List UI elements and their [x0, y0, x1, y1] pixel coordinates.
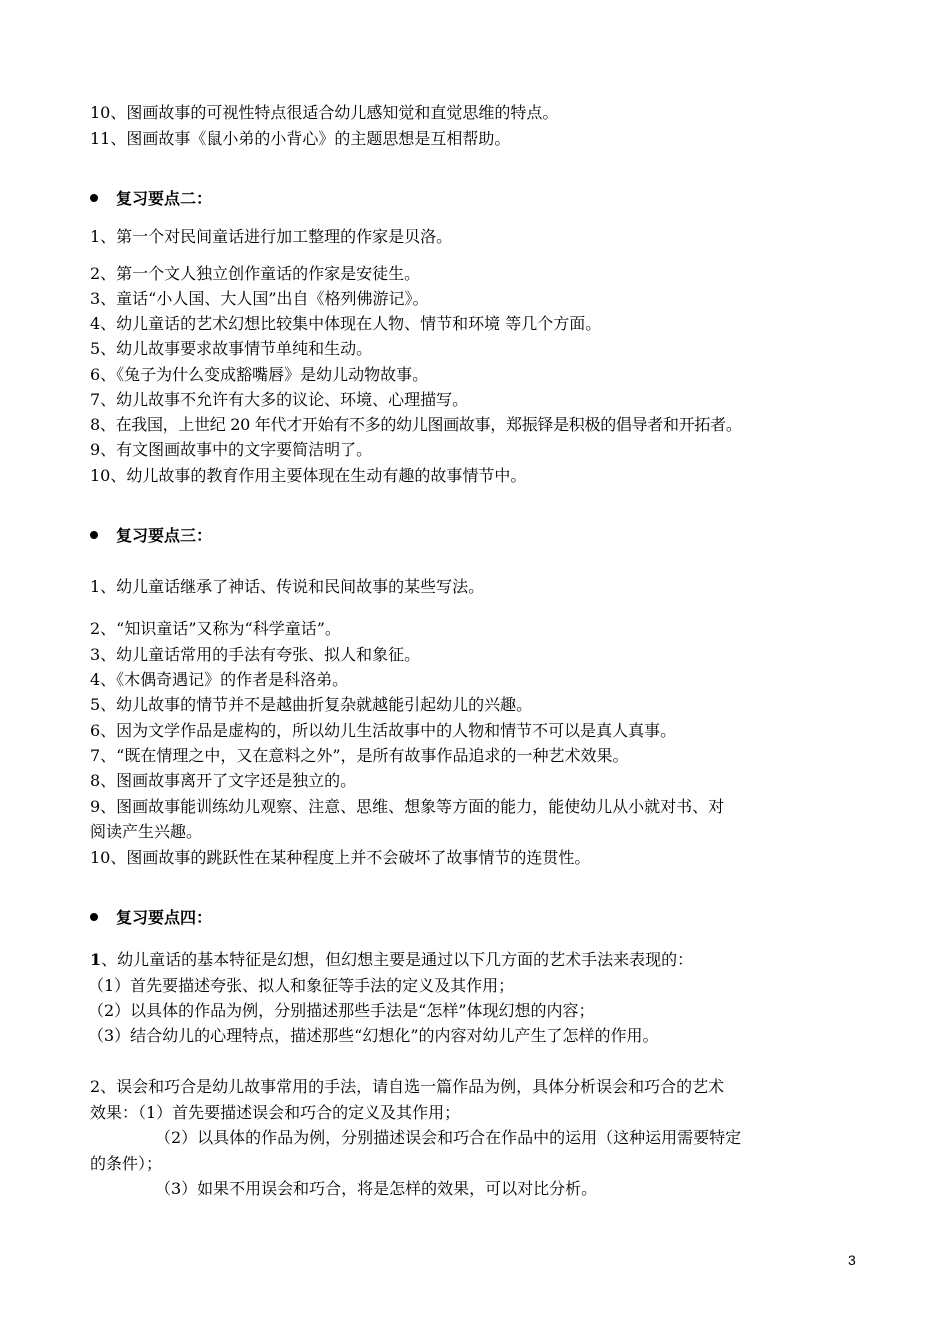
- section-heading-2: 复习要点二：: [90, 187, 212, 211]
- text-line: 10、图画故事的可视性特点很适合幼儿感知觉和直觉思维的特点。: [90, 103, 559, 122]
- text-line: 10、图画故事的跳跃性在某种程度上并不会破坏了故事情节的连贯性。: [90, 848, 591, 867]
- text-line: 5、幼儿故事要求故事情节单纯和生动。: [90, 339, 373, 358]
- text-line: 4、幼儿童话的艺术幻想比较集中体现在人物、情节和环境 等几个方面。: [90, 314, 602, 333]
- text-line: 11、图画故事《鼠小弟的小背心》的主题思想是互相帮助。: [90, 129, 511, 148]
- text-line: （1）首先要描述夸张、拟人和象征等手法的定义及其作用；: [88, 976, 515, 995]
- text-line: 的条件）；: [90, 1154, 163, 1173]
- bullet-icon: [90, 194, 98, 202]
- page-number: 3: [848, 1252, 856, 1268]
- text-line: 10、幼儿故事的教育作用主要体现在生动有趣的故事情节中。: [90, 466, 527, 485]
- text-line: 7、幼儿故事不允许有大多的议论、环境、心理描写。: [90, 390, 469, 409]
- text-line: 阅读产生兴趣。: [90, 822, 203, 841]
- bullet-icon: [90, 913, 98, 921]
- text-line: 2、第一个文人独立创作童话的作家是安徒生。: [90, 264, 421, 283]
- text-line: 8、图画故事离开了文字还是独立的。: [90, 771, 357, 790]
- text-line: 效果：（1）首先要描述误会和巧合的定义及其作用；: [90, 1103, 461, 1122]
- text-line: 1、第一个对民间童话进行加工整理的作家是贝洛。: [90, 227, 453, 246]
- text-line: 5、幼儿故事的情节并不是越曲折复杂就越能引起幼儿的兴趣。: [90, 695, 533, 714]
- text-line: 1、幼儿童话继承了神话、传说和民间故事的某些写法。: [90, 577, 485, 596]
- text-line: 2、误会和巧合是幼儿故事常用的手法，请自选一篇作品为例，具体分析误会和巧合的艺术: [90, 1077, 725, 1096]
- text-line: 1、幼儿童话的基本特征是幻想，但幻想主要是通过以下几方面的艺术手法来表现的：: [90, 950, 694, 969]
- text-line: （3）如果不用误会和巧合，将是怎样的效果，可以对比分析。: [155, 1179, 598, 1198]
- text-line: 9、有文图画故事中的文字要简洁明了。: [90, 440, 373, 459]
- text-line: 8、在我国，上世纪 20 年代才开始有不多的幼儿图画故事，郑振铎是积极的倡导者和开拓者。: [90, 415, 742, 434]
- text-line: （2）以具体的作品为例，分别描述那些手法是“怎样”体现幻想的内容；: [88, 1001, 595, 1020]
- text-line: 7、“既在情理之中，又在意料之外”，是所有故事作品追求的一种艺术效果。: [90, 746, 629, 765]
- text-line: 9、图画故事能训练幼儿观察、注意、思维、想象等方面的能力，能使幼儿从小就对书、对: [90, 797, 725, 816]
- section-heading-3: 复习要点三：: [90, 524, 212, 548]
- text-line: 6、《兔子为什么变成豁嘴唇》是幼儿动物故事。: [90, 365, 429, 384]
- text-line: 6、因为文学作品是虚构的，所以幼儿生活故事中的人物和情节不可以是真人真事。: [90, 721, 677, 740]
- text-line: （3）结合幼儿的心理特点，描述那些“幻想化”的内容对幼儿产生了怎样的作用。: [88, 1026, 659, 1045]
- text-line: 2、“知识童话”又称为“科学童话”。: [90, 619, 341, 638]
- text-line: （2）以具体的作品为例，分别描述误会和巧合在作品中的运用（这种运用需要特定: [155, 1128, 742, 1147]
- bullet-icon: [90, 531, 98, 539]
- text-line: 3、幼儿童话常用的手法有夸张、拟人和象征。: [90, 645, 421, 664]
- section-heading-4: 复习要点四：: [90, 906, 212, 930]
- text-line: 4、《木偶奇遇记》的作者是科洛弟。: [90, 670, 349, 689]
- text-line: 3、童话“小人国、大人国”出自《格列佛游记》。: [90, 289, 429, 308]
